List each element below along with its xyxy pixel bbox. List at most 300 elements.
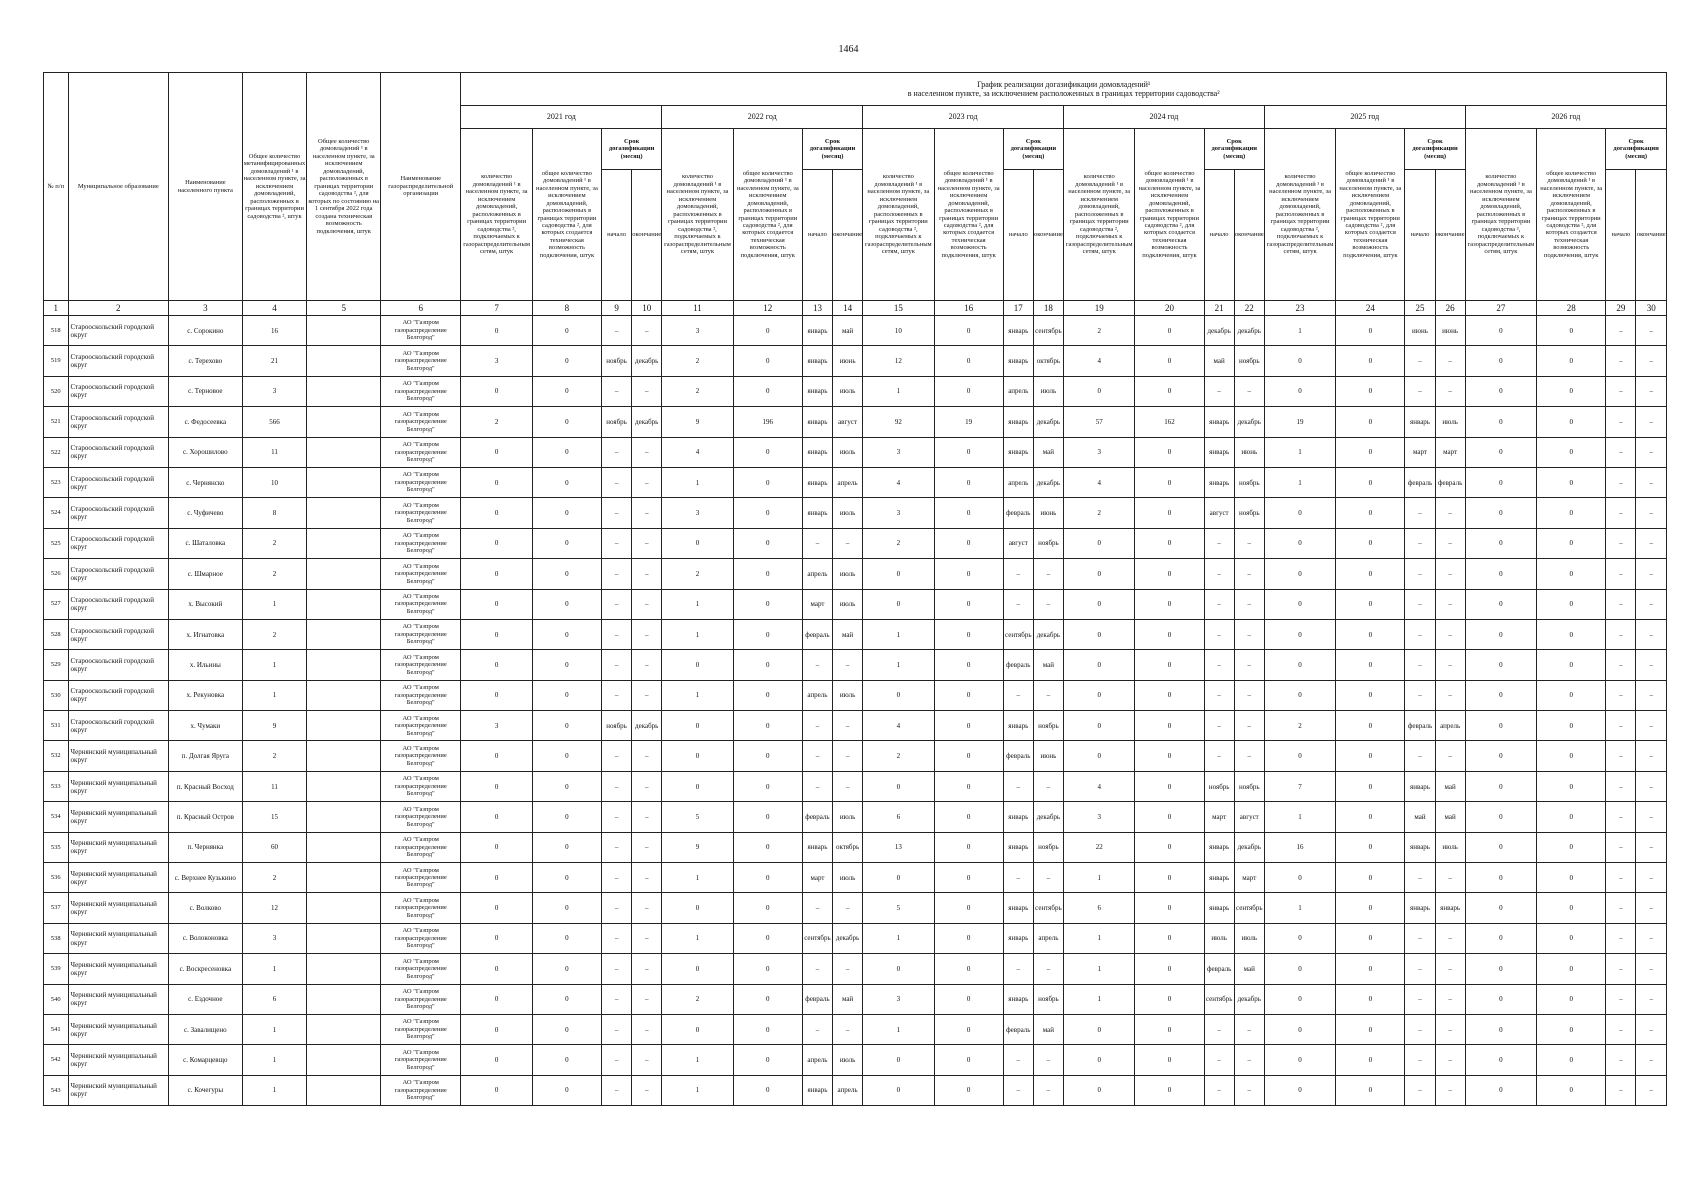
table-cell: январь — [1204, 467, 1234, 497]
header-total-tech: общее количество домовладений ¹ в населенном пункте, за исключением домовладений, расположенных в границах территории садоводства ², для которых создается техническая возможность подключения, штук — [532, 129, 601, 301]
table-cell: – — [833, 771, 863, 801]
table-cell: июнь — [1234, 437, 1264, 467]
row-number: 521 — [44, 407, 69, 437]
table-cell: 0 — [934, 346, 1003, 376]
table-cell: декабрь — [632, 407, 662, 437]
table-cell: январь — [802, 1075, 832, 1105]
table-cell: – — [1405, 984, 1435, 1014]
table-cell: 0 — [532, 376, 601, 406]
table-cell: 1 — [1063, 984, 1134, 1014]
table-cell: 0 — [1264, 741, 1335, 771]
table-cell: – — [1234, 589, 1264, 619]
table-cell: 1 — [242, 1014, 307, 1044]
gas-org-cell: АО "Газпром газораспределение Белгород" — [381, 528, 461, 558]
settlement-cell: с. Ездочное — [169, 984, 243, 1014]
table-cell: – — [1606, 802, 1636, 832]
table-cell: – — [802, 893, 832, 923]
table-cell: 0 — [1465, 559, 1536, 589]
column-number: 22 — [1234, 301, 1264, 316]
row-number: 530 — [44, 680, 69, 710]
table-cell: – — [1435, 528, 1465, 558]
table-cell: декабрь — [1033, 467, 1063, 497]
table-cell: – — [1003, 954, 1033, 984]
table-cell: август — [1003, 528, 1033, 558]
table-cell: 3 — [1063, 437, 1134, 467]
row-number: 519 — [44, 346, 69, 376]
column-number: 25 — [1405, 301, 1435, 316]
table-cell: – — [1606, 437, 1636, 467]
table-cell: – — [1606, 559, 1636, 589]
table-cell: – — [1003, 559, 1033, 589]
table-cell: 0 — [1537, 1075, 1606, 1105]
table-cell: – — [1435, 741, 1465, 771]
table-cell: май — [833, 316, 863, 346]
table-cell: 0 — [1465, 437, 1536, 467]
table-row — [44, 528, 1667, 558]
year-header: 2024 год — [1063, 106, 1264, 129]
table-cell: декабрь — [1234, 316, 1264, 346]
column-number: 9 — [602, 301, 632, 316]
table-cell: 0 — [1537, 528, 1606, 558]
table-cell: 0 — [1336, 954, 1405, 984]
table-cell: сентябрь — [1234, 893, 1264, 923]
table-cell: 0 — [1336, 316, 1405, 346]
table-cell: – — [1636, 680, 1667, 710]
table-cell: 0 — [934, 376, 1003, 406]
settlement-cell: с. Кочегуры — [169, 1075, 243, 1105]
table-cell: 0 — [1336, 1014, 1405, 1044]
table-cell: 0 — [863, 589, 934, 619]
table-cell: 6 — [1063, 893, 1134, 923]
table-cell: 1 — [242, 680, 307, 710]
table-cell — [307, 559, 381, 589]
table-cell: 0 — [1465, 923, 1536, 953]
header-total-tech: общее количество домовладений ¹ в населенном пункте, за исключением домовладений, расположенных в границах территории садоводства ², для которых создается техническая возможность подключения, штук — [1135, 129, 1204, 301]
table-cell: 0 — [1135, 1014, 1204, 1044]
table-cell: 0 — [934, 1075, 1003, 1105]
table-cell: 1 — [242, 650, 307, 680]
table-cell: май — [1033, 437, 1063, 467]
table-cell: 0 — [1264, 376, 1335, 406]
table-cell: май — [833, 619, 863, 649]
settlement-cell: с. Чуфичево — [169, 498, 243, 528]
table-cell: 0 — [532, 863, 601, 893]
table-cell: 0 — [1465, 771, 1536, 801]
table-cell: 0 — [461, 832, 532, 862]
table-cell: – — [1435, 680, 1465, 710]
table-cell: ноябрь — [1033, 711, 1063, 741]
table-cell: 0 — [934, 437, 1003, 467]
table-cell: 9 — [242, 711, 307, 741]
table-cell: – — [1636, 528, 1667, 558]
table-cell: 0 — [1063, 741, 1134, 771]
settlement-cell: х. Чумаки — [169, 711, 243, 741]
municipality-cell: Старооскольский городской округ — [68, 680, 168, 710]
table-cell: – — [1636, 802, 1667, 832]
table-cell: – — [1636, 437, 1667, 467]
header-municipality: Муниципальное образование — [68, 73, 168, 301]
header-start: начало — [1204, 170, 1234, 301]
table-cell: – — [1636, 984, 1667, 1014]
table-cell: – — [1405, 954, 1435, 984]
table-cell: 1 — [662, 467, 733, 497]
table-cell: – — [602, 528, 632, 558]
row-number: 534 — [44, 802, 69, 832]
table-cell: – — [602, 863, 632, 893]
table-cell: 0 — [461, 498, 532, 528]
table-cell: – — [602, 680, 632, 710]
header-end: окончание — [1636, 170, 1667, 301]
table-cell: – — [632, 923, 662, 953]
table-cell: 0 — [1264, 498, 1335, 528]
gas-org-cell: АО "Газпром газораспределение Белгород" — [381, 346, 461, 376]
table-row — [44, 498, 1667, 528]
table-cell: 0 — [662, 771, 733, 801]
table-cell: – — [1606, 984, 1636, 1014]
column-number: 13 — [802, 301, 832, 316]
table-cell: – — [1033, 1045, 1063, 1075]
table-cell: – — [1234, 650, 1264, 680]
table-cell: 0 — [1336, 650, 1405, 680]
table-cell: 0 — [1264, 346, 1335, 376]
gas-org-cell: АО "Газпром газораспределение Белгород" — [381, 650, 461, 680]
table-cell: 0 — [1465, 650, 1536, 680]
table-cell: – — [1405, 589, 1435, 619]
municipality-cell: Чернянский муниципальный округ — [68, 741, 168, 771]
table-cell: – — [1204, 528, 1234, 558]
table-cell: – — [1003, 680, 1033, 710]
table-cell: – — [1204, 1075, 1234, 1105]
table-cell: – — [632, 589, 662, 619]
table-cell: январь — [1435, 893, 1465, 923]
table-cell — [307, 376, 381, 406]
table-cell: – — [1606, 1075, 1636, 1105]
table-cell: 0 — [934, 619, 1003, 649]
table-cell: 0 — [1264, 1014, 1335, 1044]
table-cell: 0 — [1336, 498, 1405, 528]
table-cell: 0 — [532, 407, 601, 437]
settlement-cell: с. Шмарное — [169, 559, 243, 589]
table-cell: 0 — [733, 498, 802, 528]
table-cell: – — [1606, 407, 1636, 437]
table-cell: 0 — [1063, 619, 1134, 649]
table-cell: – — [833, 741, 863, 771]
table-cell: 0 — [1063, 650, 1134, 680]
table-cell: – — [1606, 467, 1636, 497]
table-cell: февраль — [1405, 711, 1435, 741]
table-header — [44, 73, 1667, 316]
table-cell: 0 — [733, 680, 802, 710]
table-cell: июнь — [1033, 741, 1063, 771]
table-cell: 0 — [461, 467, 532, 497]
table-cell: 12 — [242, 893, 307, 923]
settlement-cell: п. Красный Восход — [169, 771, 243, 801]
header-start: начало — [1405, 170, 1435, 301]
table-cell: сентябрь — [1003, 619, 1033, 649]
table-cell: – — [802, 771, 832, 801]
table-cell: ноябрь — [1234, 346, 1264, 376]
table-cell: март — [1204, 802, 1234, 832]
table-cell: 0 — [1264, 954, 1335, 984]
municipality-cell: Чернянский муниципальный округ — [68, 802, 168, 832]
table-cell: 0 — [1135, 498, 1204, 528]
table-cell: 0 — [934, 984, 1003, 1014]
table-cell: 0 — [532, 619, 601, 649]
table-cell: 1 — [1264, 437, 1335, 467]
table-cell: 0 — [1336, 407, 1405, 437]
row-number: 523 — [44, 467, 69, 497]
table-cell: июль — [833, 802, 863, 832]
table-cell: 1 — [662, 923, 733, 953]
header-end: окончание — [833, 170, 863, 301]
table-cell: 0 — [934, 650, 1003, 680]
table-cell: – — [632, 802, 662, 832]
table-cell: 8 — [242, 498, 307, 528]
header-start: начало — [1003, 170, 1033, 301]
table-body — [44, 316, 1667, 1106]
table-cell: 0 — [1336, 528, 1405, 558]
table-cell: 2 — [662, 376, 733, 406]
table-cell — [307, 467, 381, 497]
table-cell — [307, 680, 381, 710]
table-cell: 92 — [863, 407, 934, 437]
table-cell: 1 — [1264, 893, 1335, 923]
table-cell: – — [1606, 680, 1636, 710]
column-number: 2 — [68, 301, 168, 316]
header-total-tech: общее количество домовладений ¹ в населенном пункте, за исключением домовладений, расположенных в границах территории садоводства ², для которых создается техническая возможность подключения, штук — [1537, 129, 1606, 301]
table-cell: 0 — [733, 893, 802, 923]
table-cell: ноябрь — [602, 711, 632, 741]
schedule-title — [461, 73, 1667, 106]
settlement-cell: с. Хорошилово — [169, 437, 243, 467]
table-cell: 0 — [1537, 467, 1606, 497]
table-cell: 0 — [461, 802, 532, 832]
table-cell: 0 — [1336, 832, 1405, 862]
table-cell: 0 — [733, 832, 802, 862]
table-cell: – — [602, 1075, 632, 1105]
table-cell: июнь — [833, 346, 863, 376]
row-number: 527 — [44, 589, 69, 619]
table-cell: 0 — [1135, 711, 1204, 741]
table-cell — [307, 984, 381, 1014]
table-cell: – — [602, 802, 632, 832]
table-cell: 0 — [1336, 1045, 1405, 1075]
table-cell: 1 — [863, 376, 934, 406]
table-cell: 0 — [1537, 346, 1606, 376]
table-cell: – — [602, 1014, 632, 1044]
table-cell: – — [1204, 376, 1234, 406]
table-cell: 0 — [733, 771, 802, 801]
table-row — [44, 923, 1667, 953]
table-cell — [307, 316, 381, 346]
municipality-cell: Чернянский муниципальный округ — [68, 893, 168, 923]
header-start: начало — [602, 170, 632, 301]
header-total-tech: общее количество домовладений ¹ в населенном пункте, за исключением домовладений, расположенных в границах территории садоводства ², для которых создается техническая возможность подключения, штук — [733, 129, 802, 301]
table-cell: январь — [1003, 893, 1033, 923]
table-cell: – — [632, 559, 662, 589]
table-cell: 0 — [461, 1014, 532, 1044]
table-cell: январь — [1204, 863, 1234, 893]
table-cell: 0 — [1465, 376, 1536, 406]
table-cell: 0 — [934, 802, 1003, 832]
page-number: 1464 — [838, 44, 859, 55]
table-cell: 0 — [934, 528, 1003, 558]
table-cell: июнь — [1435, 316, 1465, 346]
table-cell: 0 — [863, 954, 934, 984]
table-cell: 0 — [733, 437, 802, 467]
table-cell: 5 — [662, 802, 733, 832]
table-cell: 0 — [934, 467, 1003, 497]
gas-org-cell: АО "Газпром газораспределение Белгород" — [381, 1014, 461, 1044]
table-cell: 0 — [532, 1075, 601, 1105]
table-cell: – — [1636, 1045, 1667, 1075]
table-cell: – — [1405, 1075, 1435, 1105]
table-cell: – — [1405, 528, 1435, 558]
table-cell: – — [1435, 954, 1465, 984]
table-cell: 0 — [733, 467, 802, 497]
table-row — [44, 376, 1667, 406]
table-cell: 0 — [461, 680, 532, 710]
table-cell: 0 — [934, 316, 1003, 346]
table-cell: – — [1636, 316, 1667, 346]
table-row — [44, 316, 1667, 346]
table-cell: – — [1204, 741, 1234, 771]
table-cell: август — [1234, 802, 1264, 832]
table-cell: – — [1636, 741, 1667, 771]
table-cell — [307, 437, 381, 467]
table-cell: 0 — [461, 528, 532, 558]
column-number: 11 — [662, 301, 733, 316]
table-cell: 0 — [1537, 923, 1606, 953]
row-number: 528 — [44, 619, 69, 649]
table-cell: 0 — [1537, 893, 1606, 923]
table-cell: 162 — [1135, 407, 1204, 437]
table-cell: май — [1435, 771, 1465, 801]
table-cell: 0 — [1465, 316, 1536, 346]
year-header: 2022 год — [662, 106, 863, 129]
table-cell: – — [1234, 1045, 1264, 1075]
table-cell: – — [602, 954, 632, 984]
column-number: 6 — [381, 301, 461, 316]
gas-org-cell: АО "Газпром газораспределение Белгород" — [381, 863, 461, 893]
table-cell: 0 — [662, 954, 733, 984]
table-cell: 0 — [1465, 954, 1536, 984]
table-cell: 0 — [461, 437, 532, 467]
gas-org-cell: АО "Газпром газораспределение Белгород" — [381, 711, 461, 741]
column-number: 17 — [1003, 301, 1033, 316]
table-cell: 0 — [863, 1045, 934, 1075]
table-cell: май — [1204, 346, 1234, 376]
table-cell: 1 — [242, 1045, 307, 1075]
table-cell: 0 — [1465, 984, 1536, 1014]
table-cell: – — [602, 498, 632, 528]
table-cell: – — [802, 711, 832, 741]
table-cell: 0 — [1336, 711, 1405, 741]
table-cell: май — [1033, 1014, 1063, 1044]
table-cell: – — [1606, 863, 1636, 893]
table-cell: ноябрь — [602, 346, 632, 376]
table-cell: декабрь — [1033, 407, 1063, 437]
table-cell: январь — [802, 407, 832, 437]
table-cell: январь — [1003, 711, 1033, 741]
row-number: 537 — [44, 893, 69, 923]
table-cell: 10 — [242, 467, 307, 497]
header-deadline: Срок догазификации (месяц) — [1204, 129, 1264, 170]
table-cell: – — [602, 316, 632, 346]
row-number: 541 — [44, 1014, 69, 1044]
table-cell: – — [632, 741, 662, 771]
table-cell: 0 — [532, 346, 601, 376]
table-cell: 0 — [934, 923, 1003, 953]
table-cell: – — [1435, 589, 1465, 619]
settlement-cell: с. Воскресеновка — [169, 954, 243, 984]
table-cell: 0 — [662, 711, 733, 741]
table-cell: 0 — [532, 559, 601, 589]
table-row — [44, 1014, 1667, 1044]
table-cell: 0 — [532, 893, 601, 923]
table-cell: ноябрь — [602, 407, 632, 437]
table-cell: – — [833, 954, 863, 984]
table-cell: 0 — [934, 711, 1003, 741]
table-cell: 0 — [1537, 1014, 1606, 1044]
table-cell: – — [1234, 376, 1264, 406]
gas-org-cell: АО "Газпром газораспределение Белгород" — [381, 407, 461, 437]
settlement-cell: п. Долгая Яруга — [169, 741, 243, 771]
table-cell: – — [1435, 984, 1465, 1014]
settlement-cell: с. Завалищено — [169, 1014, 243, 1044]
settlement-cell: с. Шаталовка — [169, 528, 243, 558]
table-cell: 6 — [863, 802, 934, 832]
municipality-cell: Чернянский муниципальный округ — [68, 832, 168, 862]
table-cell: 0 — [934, 863, 1003, 893]
table-cell: – — [602, 437, 632, 467]
table-cell: 0 — [1264, 589, 1335, 619]
table-cell: – — [1606, 650, 1636, 680]
table-cell: 1 — [1264, 316, 1335, 346]
table-cell: 0 — [1537, 589, 1606, 619]
table-cell: – — [1606, 954, 1636, 984]
table-cell: 7 — [1264, 771, 1335, 801]
table-cell: декабрь — [1033, 802, 1063, 832]
column-number: 12 — [733, 301, 802, 316]
table-cell — [307, 771, 381, 801]
table-cell: – — [1435, 559, 1465, 589]
table-cell: июль — [1204, 923, 1234, 953]
table-cell: – — [833, 1014, 863, 1044]
table-cell: 0 — [863, 559, 934, 589]
table-cell: – — [1636, 832, 1667, 862]
header-deadline: Срок догазификации (месяц) — [802, 129, 862, 170]
table-cell: сентябрь — [1033, 316, 1063, 346]
table-cell: – — [602, 923, 632, 953]
table-cell — [307, 711, 381, 741]
table-cell: – — [1636, 650, 1667, 680]
table-cell: 0 — [1537, 498, 1606, 528]
table-cell: – — [632, 437, 662, 467]
table-cell: декабрь — [632, 711, 662, 741]
row-number: 533 — [44, 771, 69, 801]
table-cell: – — [1003, 1045, 1033, 1075]
table-cell — [307, 650, 381, 680]
table-cell: – — [1405, 923, 1435, 953]
table-cell: июль — [1234, 923, 1264, 953]
column-number: 15 — [863, 301, 934, 316]
table-cell: 0 — [733, 376, 802, 406]
table-cell: 0 — [1537, 1045, 1606, 1075]
table-cell: 2 — [662, 346, 733, 376]
table-cell: 0 — [1135, 802, 1204, 832]
gas-org-cell: АО "Газпром газораспределение Белгород" — [381, 923, 461, 953]
